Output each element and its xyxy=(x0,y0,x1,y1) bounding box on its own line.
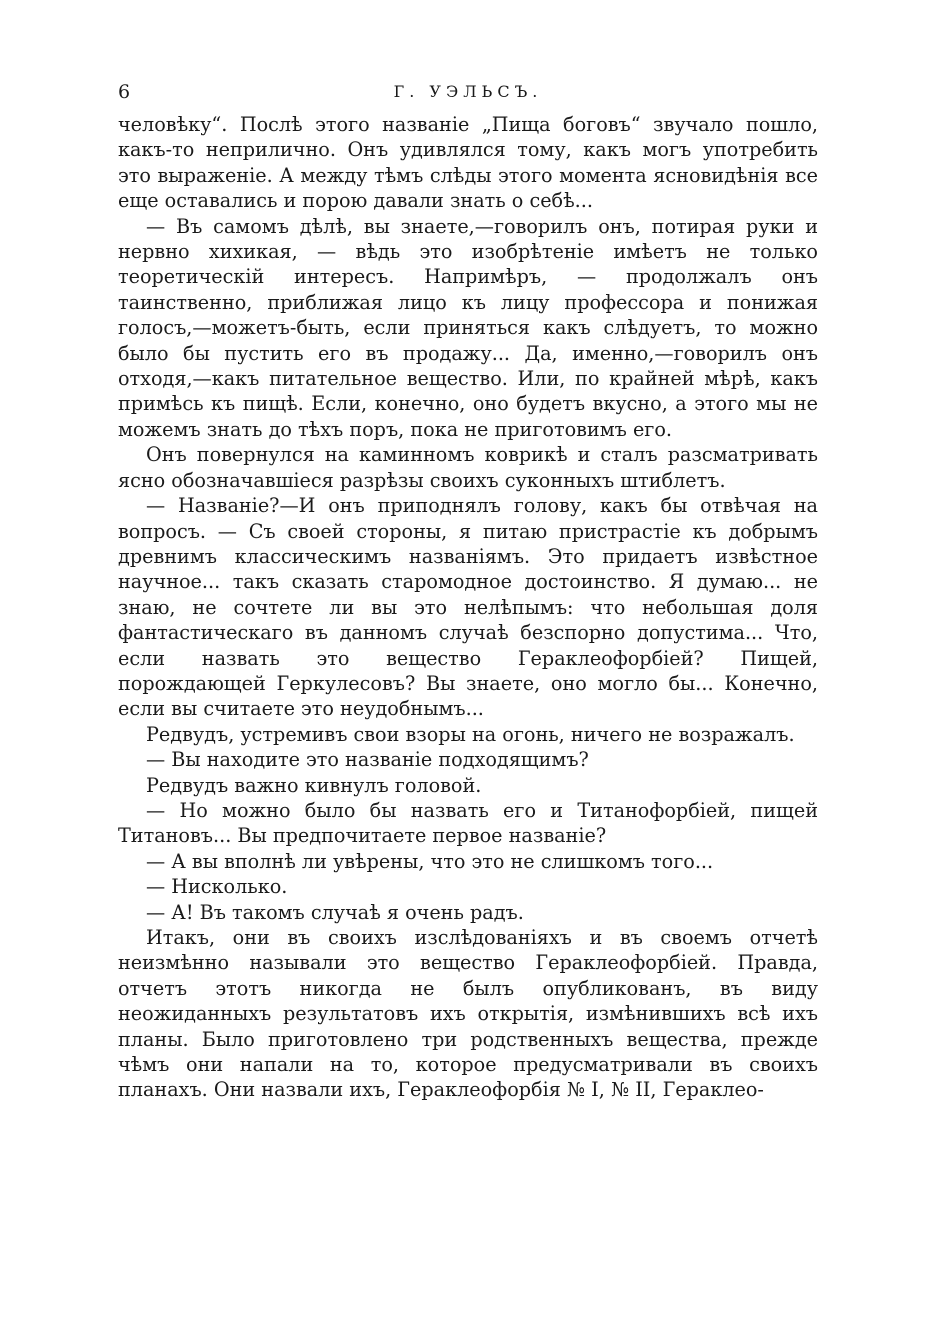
paragraph: — Нисколько. xyxy=(146,875,288,899)
paragraph: Итакъ, они въ своихъ изслѣдованіяхъ и въ своемъ отчетѣ неизмѣнно называли это вещество Гераклеофорбіей. Правда, отчетъ этотъ никогда не былъ опубликованъ, въ виду неожиданныхъ результатовъ ихъ открытія, измѣнившихъ всѣ ихъ планы. Было приготовлено три родственныхъ вещества, прежде чѣмъ они напали на то, которое предусматривали въ своихъ планахъ. Они назвали ихъ, Гераклеофорбія № I, № II, Гераклео- xyxy=(118,926,818,1102)
running-head: Г. УЭЛЬСЪ. xyxy=(393,82,543,101)
paragraph: — А! Въ такомъ случаѣ я очень радъ. xyxy=(146,900,524,924)
paragraph: — Названіе?—И онъ приподнялъ голову, какъ бы отвѣчая на вопросъ. — Съ своей стороны, я питаю пристрастіе къ добрымъ древнимъ классическимъ названіямъ. Это придаетъ извѣстное научное... такъ сказать старомодное достоинство. Я думаю... не знаю, не сочтете ли вы это нелѣпымъ: что небольшая доля фантастическаго въ данномъ случаѣ безспорно допустима... Что, если назвать это вещество Гераклеофорбіей? Пищей, порождающей Геркулесовъ? Вы знаете, оно могло бы... Конечно, если вы считаете это неудобнымъ... xyxy=(118,494,818,721)
paragraph: — Въ самомъ дѣлѣ, вы знаете,—говорилъ онъ, потирая руки и нервно хихикая, — вѣдь это изобрѣтеніе имѣетъ не только теоретическій интересъ. Напримѣръ, — продолжалъ онъ таинственно, приближая лицо къ лицу профессора и понижая голосъ,—можетъ-быть, если приняться какъ слѣдуетъ, то можно было бы пустить его въ продажу... Да, именно,—говорилъ онъ отходя,—какъ питательное вещество. Или, по крайней мѣрѣ, какъ примѣсь къ пищѣ. Если, конечно, оно будетъ вкусно, а этого мы не можемъ знать до тѣхъ поръ, пока не приготовимъ его. xyxy=(118,214,818,441)
paragraph: человѣку“. Послѣ этого названіе „Пища боговъ“ звучало пошло, какъ-то неприлично. Онъ удивлялся тому, какъ могъ употребить это выраженіе. А между тѣмъ слѣды этого момента ясновидѣнія все еще оставались и порою давали знать о себѣ... xyxy=(118,113,818,213)
paragraph: Редвудъ, устремивъ свои взоры на огонь, ничего не возражалъ. xyxy=(146,722,795,746)
paragraph: — Вы находите это названіе подходящимъ? xyxy=(146,748,589,772)
body-text xyxy=(118,112,818,1103)
paragraph: — Но можно было бы назвать его и Титанофорбіей, пищей Титановъ... Вы предпочитаете первое названіе? xyxy=(118,798,818,848)
paragraph: Редвудъ важно кивнулъ головой. xyxy=(146,773,482,797)
page-header xyxy=(118,78,818,112)
paragraph: — А вы вполнѣ ли увѣрены, что это не слишкомъ того... xyxy=(146,849,714,873)
paragraph: Онъ повернулся на каминномъ коврикѣ и сталъ разсматривать ясно обозначавшіеся разрѣзы своихъ суконныхъ штиблетъ. xyxy=(118,443,818,492)
book-page xyxy=(118,78,818,1103)
page-number: 6 xyxy=(118,81,131,103)
